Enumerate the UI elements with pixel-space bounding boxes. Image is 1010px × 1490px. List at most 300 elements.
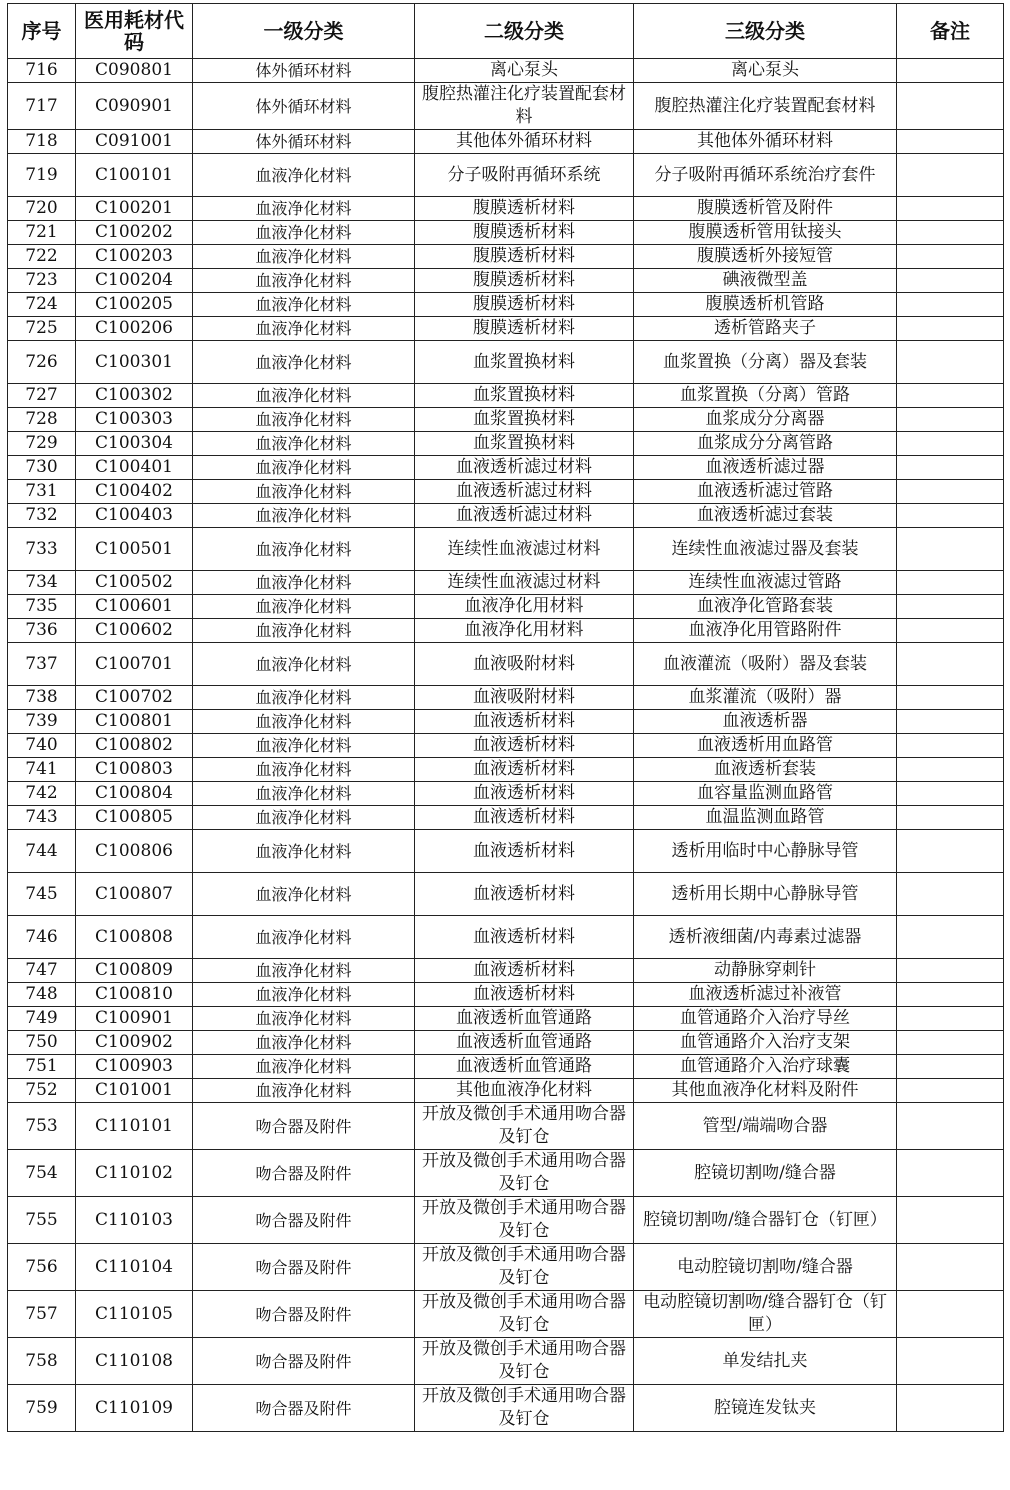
table-row xyxy=(8,686,1004,710)
cell-code: C100205 xyxy=(76,293,193,317)
cell-level2: 血液吸附材料 xyxy=(415,686,634,710)
cell-remarks xyxy=(897,1031,1004,1055)
cell-level2: 开放及微创手术通用吻合器及钉仓 xyxy=(415,1338,634,1385)
cell-level3: 腔镜切割吻/缝合器钉仓（钉匣） xyxy=(634,1197,897,1244)
cell-index: 725 xyxy=(8,317,76,341)
table-row xyxy=(8,595,1004,619)
cell-code: C100601 xyxy=(76,595,193,619)
cell-level3: 血液透析滤过套装 xyxy=(634,504,897,528)
table-row xyxy=(8,1103,1004,1150)
cell-index: 719 xyxy=(8,154,76,197)
cell-code: C100203 xyxy=(76,245,193,269)
cell-code: C100304 xyxy=(76,432,193,456)
cell-code: C100502 xyxy=(76,571,193,595)
cell-level3: 血液透析用血路管 xyxy=(634,734,897,758)
cell-code: C100202 xyxy=(76,221,193,245)
cell-index: 752 xyxy=(8,1079,76,1103)
cell-index: 720 xyxy=(8,197,76,221)
cell-level1: 吻合器及附件 xyxy=(193,1291,415,1338)
cell-index: 754 xyxy=(8,1150,76,1197)
cell-level1: 血液净化材料 xyxy=(193,959,415,983)
cell-level1: 血液净化材料 xyxy=(193,782,415,806)
cell-index: 759 xyxy=(8,1385,76,1432)
cell-level1: 吻合器及附件 xyxy=(193,1338,415,1385)
cell-level1: 血液净化材料 xyxy=(193,154,415,197)
cell-level2: 血液净化用材料 xyxy=(415,619,634,643)
cell-code: C090801 xyxy=(76,59,193,83)
cell-level1: 血液净化材料 xyxy=(193,758,415,782)
cell-level1: 血液净化材料 xyxy=(193,734,415,758)
cell-code: C100401 xyxy=(76,456,193,480)
cell-level3: 连续性血液滤过管路 xyxy=(634,571,897,595)
cell-remarks xyxy=(897,1007,1004,1031)
cell-level1: 血液净化材料 xyxy=(193,806,415,830)
cell-level3: 管型/端端吻合器 xyxy=(634,1103,897,1150)
cell-level3: 腹膜透析管及附件 xyxy=(634,197,897,221)
cell-level3: 其他血液净化材料及附件 xyxy=(634,1079,897,1103)
cell-code: C110103 xyxy=(76,1197,193,1244)
cell-level1: 血液净化材料 xyxy=(193,873,415,916)
cell-remarks xyxy=(897,480,1004,504)
table-row xyxy=(8,197,1004,221)
cell-level1: 血液净化材料 xyxy=(193,1079,415,1103)
cell-code: C100302 xyxy=(76,384,193,408)
header-level3: 三级分类 xyxy=(634,4,897,59)
cell-code: C100402 xyxy=(76,480,193,504)
cell-level1: 血液净化材料 xyxy=(193,595,415,619)
cell-level3: 血温监测血路管 xyxy=(634,806,897,830)
cell-level1: 吻合器及附件 xyxy=(193,1150,415,1197)
table-row xyxy=(8,830,1004,873)
cell-level1: 血液净化材料 xyxy=(193,619,415,643)
table-row xyxy=(8,130,1004,154)
cell-index: 749 xyxy=(8,1007,76,1031)
table-row xyxy=(8,456,1004,480)
cell-index: 724 xyxy=(8,293,76,317)
cell-code: C100201 xyxy=(76,197,193,221)
cell-index: 753 xyxy=(8,1103,76,1150)
cell-code: C100501 xyxy=(76,528,193,571)
cell-code: C100808 xyxy=(76,916,193,959)
cell-level1: 吻合器及附件 xyxy=(193,1103,415,1150)
cell-code: C110104 xyxy=(76,1244,193,1291)
cell-level2: 连续性血液滤过材料 xyxy=(415,571,634,595)
table-row xyxy=(8,1079,1004,1103)
cell-level1: 吻合器及附件 xyxy=(193,1244,415,1291)
cell-level3: 血液透析滤过器 xyxy=(634,456,897,480)
cell-level3: 血管通路介入治疗支架 xyxy=(634,1031,897,1055)
cell-remarks xyxy=(897,686,1004,710)
table-row xyxy=(8,1197,1004,1244)
cell-level1: 血液净化材料 xyxy=(193,571,415,595)
cell-remarks xyxy=(897,643,1004,686)
cell-level1: 血液净化材料 xyxy=(193,480,415,504)
cell-remarks xyxy=(897,408,1004,432)
cell-remarks xyxy=(897,130,1004,154)
table-row xyxy=(8,83,1004,130)
cell-remarks xyxy=(897,197,1004,221)
cell-remarks xyxy=(897,595,1004,619)
cell-index: 748 xyxy=(8,983,76,1007)
cell-remarks xyxy=(897,710,1004,734)
cell-code: C100801 xyxy=(76,710,193,734)
table-row xyxy=(8,734,1004,758)
cell-code: C100204 xyxy=(76,269,193,293)
cell-index: 726 xyxy=(8,341,76,384)
table-row xyxy=(8,154,1004,197)
cell-level3: 血管通路介入治疗球囊 xyxy=(634,1055,897,1079)
cell-level1: 血液净化材料 xyxy=(193,504,415,528)
cell-level2: 开放及微创手术通用吻合器及钉仓 xyxy=(415,1150,634,1197)
cell-index: 756 xyxy=(8,1244,76,1291)
cell-level3: 透析用临时中心静脉导管 xyxy=(634,830,897,873)
cell-index: 742 xyxy=(8,782,76,806)
cell-index: 740 xyxy=(8,734,76,758)
table-row xyxy=(8,1385,1004,1432)
cell-code: C100702 xyxy=(76,686,193,710)
cell-level3: 血液净化用管路附件 xyxy=(634,619,897,643)
table-row xyxy=(8,341,1004,384)
cell-code: C100902 xyxy=(76,1031,193,1055)
cell-level2: 血液透析血管通路 xyxy=(415,1007,634,1031)
cell-level2: 腹膜透析材料 xyxy=(415,221,634,245)
table-row xyxy=(8,1031,1004,1055)
cell-level3: 单发结扎夹 xyxy=(634,1338,897,1385)
cell-level3: 血容量监测血路管 xyxy=(634,782,897,806)
cell-level3: 电动腔镜切割吻/缝合器钉仓（钉匣） xyxy=(634,1291,897,1338)
cell-index: 758 xyxy=(8,1338,76,1385)
cell-level1: 血液净化材料 xyxy=(193,983,415,1007)
cell-level1: 血液净化材料 xyxy=(193,830,415,873)
cell-code: C100803 xyxy=(76,758,193,782)
cell-index: 736 xyxy=(8,619,76,643)
cell-level3: 腹膜透析外接短管 xyxy=(634,245,897,269)
table-row xyxy=(8,269,1004,293)
cell-index: 741 xyxy=(8,758,76,782)
cell-level3: 其他体外循环材料 xyxy=(634,130,897,154)
cell-level1: 血液净化材料 xyxy=(193,643,415,686)
cell-index: 745 xyxy=(8,873,76,916)
cell-remarks xyxy=(897,504,1004,528)
cell-level1: 血液净化材料 xyxy=(193,221,415,245)
cell-remarks xyxy=(897,873,1004,916)
cell-level1: 血液净化材料 xyxy=(193,384,415,408)
cell-index: 722 xyxy=(8,245,76,269)
cell-level2: 血液透析材料 xyxy=(415,710,634,734)
cell-level2: 腹腔热灌注化疗装置配套材料 xyxy=(415,83,634,130)
cell-level2: 血液透析滤过材料 xyxy=(415,480,634,504)
cell-remarks xyxy=(897,528,1004,571)
cell-level2: 其他体外循环材料 xyxy=(415,130,634,154)
cell-index: 716 xyxy=(8,59,76,83)
cell-code: C110109 xyxy=(76,1385,193,1432)
cell-code: C100602 xyxy=(76,619,193,643)
table-row xyxy=(8,571,1004,595)
table-row xyxy=(8,221,1004,245)
cell-level2: 开放及微创手术通用吻合器及钉仓 xyxy=(415,1197,634,1244)
cell-remarks xyxy=(897,245,1004,269)
cell-index: 728 xyxy=(8,408,76,432)
cell-remarks xyxy=(897,154,1004,197)
cell-level2: 开放及微创手术通用吻合器及钉仓 xyxy=(415,1244,634,1291)
cell-level3: 离心泵头 xyxy=(634,59,897,83)
cell-level3: 血液透析套装 xyxy=(634,758,897,782)
cell-index: 744 xyxy=(8,830,76,873)
cell-level3: 血浆成分分离管路 xyxy=(634,432,897,456)
cell-code: C100301 xyxy=(76,341,193,384)
cell-level2: 开放及微创手术通用吻合器及钉仓 xyxy=(415,1291,634,1338)
cell-index: 732 xyxy=(8,504,76,528)
cell-level1: 血液净化材料 xyxy=(193,1007,415,1031)
cell-level1: 血液净化材料 xyxy=(193,686,415,710)
table-row xyxy=(8,959,1004,983)
cell-level1: 血液净化材料 xyxy=(193,245,415,269)
cell-index: 738 xyxy=(8,686,76,710)
cell-level1: 血液净化材料 xyxy=(193,341,415,384)
cell-level1: 血液净化材料 xyxy=(193,710,415,734)
cell-level1: 血液净化材料 xyxy=(193,1031,415,1055)
cell-level2: 腹膜透析材料 xyxy=(415,293,634,317)
cell-code: C100901 xyxy=(76,1007,193,1031)
cell-level3: 腹膜透析机管路 xyxy=(634,293,897,317)
cell-level3: 腔镜连发钛夹 xyxy=(634,1385,897,1432)
table-row xyxy=(8,1338,1004,1385)
cell-index: 723 xyxy=(8,269,76,293)
cell-level1: 血液净化材料 xyxy=(193,293,415,317)
cell-remarks xyxy=(897,269,1004,293)
table-header-row xyxy=(8,4,1004,59)
cell-level3: 血浆置换（分离）器及套装 xyxy=(634,341,897,384)
table-row xyxy=(8,873,1004,916)
cell-index: 747 xyxy=(8,959,76,983)
cell-remarks xyxy=(897,1055,1004,1079)
cell-level2: 血浆置换材料 xyxy=(415,408,634,432)
cell-level1: 吻合器及附件 xyxy=(193,1385,415,1432)
cell-level2: 血液透析材料 xyxy=(415,830,634,873)
cell-remarks xyxy=(897,734,1004,758)
cell-level2: 开放及微创手术通用吻合器及钉仓 xyxy=(415,1103,634,1150)
cell-level1: 体外循环材料 xyxy=(193,130,415,154)
cell-level2: 血液透析滤过材料 xyxy=(415,504,634,528)
cell-remarks xyxy=(897,1291,1004,1338)
cell-level3: 分子吸附再循环系统治疗套件 xyxy=(634,154,897,197)
cell-level3: 电动腔镜切割吻/缝合器 xyxy=(634,1244,897,1291)
cell-remarks xyxy=(897,959,1004,983)
table-row xyxy=(8,710,1004,734)
cell-code: C100806 xyxy=(76,830,193,873)
cell-remarks xyxy=(897,571,1004,595)
table-row xyxy=(8,432,1004,456)
cell-level2: 血液透析材料 xyxy=(415,983,634,1007)
cell-index: 731 xyxy=(8,480,76,504)
cell-level2: 血液吸附材料 xyxy=(415,643,634,686)
cell-index: 721 xyxy=(8,221,76,245)
cell-level1: 体外循环材料 xyxy=(193,83,415,130)
cell-level2: 腹膜透析材料 xyxy=(415,197,634,221)
table-row xyxy=(8,782,1004,806)
table-row xyxy=(8,528,1004,571)
cell-code: C091001 xyxy=(76,130,193,154)
cell-remarks xyxy=(897,1079,1004,1103)
cell-code: C100804 xyxy=(76,782,193,806)
cell-index: 735 xyxy=(8,595,76,619)
cell-level2: 开放及微创手术通用吻合器及钉仓 xyxy=(415,1385,634,1432)
cell-remarks xyxy=(897,782,1004,806)
cell-remarks xyxy=(897,293,1004,317)
cell-code: C100403 xyxy=(76,504,193,528)
table-row xyxy=(8,317,1004,341)
cell-level3: 透析液细菌/内毒素过滤器 xyxy=(634,916,897,959)
cell-code: C100303 xyxy=(76,408,193,432)
table-row xyxy=(8,1055,1004,1079)
cell-level2: 分子吸附再循环系统 xyxy=(415,154,634,197)
cell-code: C100810 xyxy=(76,983,193,1007)
table-row xyxy=(8,916,1004,959)
header-remarks: 备注 xyxy=(897,4,1004,59)
cell-index: 717 xyxy=(8,83,76,130)
cell-remarks xyxy=(897,1150,1004,1197)
cell-level3: 血浆成分分离器 xyxy=(634,408,897,432)
header-level2: 二级分类 xyxy=(415,4,634,59)
cell-code: C100802 xyxy=(76,734,193,758)
cell-level3: 血液透析滤过补液管 xyxy=(634,983,897,1007)
cell-code: C101001 xyxy=(76,1079,193,1103)
cell-level2: 血液净化用材料 xyxy=(415,595,634,619)
table-row xyxy=(8,983,1004,1007)
cell-index: 737 xyxy=(8,643,76,686)
cell-remarks xyxy=(897,384,1004,408)
cell-level2: 血液透析血管通路 xyxy=(415,1031,634,1055)
table-row xyxy=(8,619,1004,643)
cell-level2: 血液透析血管通路 xyxy=(415,1055,634,1079)
cell-level1: 血液净化材料 xyxy=(193,317,415,341)
cell-code: C100206 xyxy=(76,317,193,341)
cell-index: 718 xyxy=(8,130,76,154)
cell-level2: 其他血液净化材料 xyxy=(415,1079,634,1103)
table-row xyxy=(8,1291,1004,1338)
cell-code: C100701 xyxy=(76,643,193,686)
cell-level3: 血浆灌流（吸附）器 xyxy=(634,686,897,710)
cell-code: C100809 xyxy=(76,959,193,983)
table-row xyxy=(8,1244,1004,1291)
cell-level2: 血液透析滤过材料 xyxy=(415,456,634,480)
cell-level2: 血液透析材料 xyxy=(415,916,634,959)
cell-level1: 血液净化材料 xyxy=(193,408,415,432)
cell-level2: 连续性血液滤过材料 xyxy=(415,528,634,571)
consumables-classification-table xyxy=(7,3,1004,1432)
header-level1: 一级分类 xyxy=(193,4,415,59)
cell-level3: 连续性血液滤过器及套装 xyxy=(634,528,897,571)
cell-index: 730 xyxy=(8,456,76,480)
cell-remarks xyxy=(897,456,1004,480)
table-body xyxy=(8,59,1004,1432)
cell-remarks xyxy=(897,221,1004,245)
cell-level2: 腹膜透析材料 xyxy=(415,317,634,341)
cell-level1: 血液净化材料 xyxy=(193,197,415,221)
cell-level3: 血液净化管路套装 xyxy=(634,595,897,619)
cell-level1: 血液净化材料 xyxy=(193,1055,415,1079)
cell-remarks xyxy=(897,1338,1004,1385)
cell-level2: 腹膜透析材料 xyxy=(415,245,634,269)
cell-level2: 腹膜透析材料 xyxy=(415,269,634,293)
cell-remarks xyxy=(897,619,1004,643)
cell-remarks xyxy=(897,758,1004,782)
cell-remarks xyxy=(897,1385,1004,1432)
cell-index: 757 xyxy=(8,1291,76,1338)
table-row xyxy=(8,59,1004,83)
cell-index: 734 xyxy=(8,571,76,595)
cell-level2: 血浆置换材料 xyxy=(415,384,634,408)
cell-remarks xyxy=(897,341,1004,384)
cell-level3: 血液灌流（吸附）器及套装 xyxy=(634,643,897,686)
cell-index: 755 xyxy=(8,1197,76,1244)
table-row xyxy=(8,1150,1004,1197)
cell-level2: 离心泵头 xyxy=(415,59,634,83)
table-row xyxy=(8,643,1004,686)
cell-index: 727 xyxy=(8,384,76,408)
cell-level1: 血液净化材料 xyxy=(193,432,415,456)
header-code: 医用耗材代码 xyxy=(76,4,193,59)
cell-level1: 血液净化材料 xyxy=(193,269,415,293)
cell-level3: 腔镜切割吻/缝合器 xyxy=(634,1150,897,1197)
cell-level2: 血浆置换材料 xyxy=(415,341,634,384)
cell-index: 751 xyxy=(8,1055,76,1079)
table-row xyxy=(8,758,1004,782)
cell-code: C090901 xyxy=(76,83,193,130)
cell-level3: 透析管路夹子 xyxy=(634,317,897,341)
cell-level3: 腹膜透析管用钛接头 xyxy=(634,221,897,245)
cell-level2: 血液透析材料 xyxy=(415,734,634,758)
cell-remarks xyxy=(897,317,1004,341)
cell-code: C100805 xyxy=(76,806,193,830)
cell-remarks xyxy=(897,806,1004,830)
cell-level2: 血液透析材料 xyxy=(415,806,634,830)
cell-index: 750 xyxy=(8,1031,76,1055)
cell-remarks xyxy=(897,432,1004,456)
cell-level3: 透析用长期中心静脉导管 xyxy=(634,873,897,916)
cell-remarks xyxy=(897,1103,1004,1150)
table-row xyxy=(8,408,1004,432)
cell-index: 729 xyxy=(8,432,76,456)
cell-level3: 碘液微型盖 xyxy=(634,269,897,293)
cell-index: 743 xyxy=(8,806,76,830)
cell-remarks xyxy=(897,1244,1004,1291)
cell-code: C100807 xyxy=(76,873,193,916)
cell-remarks xyxy=(897,83,1004,130)
cell-remarks xyxy=(897,983,1004,1007)
table-row xyxy=(8,504,1004,528)
cell-level2: 血液透析材料 xyxy=(415,782,634,806)
cell-code: C100903 xyxy=(76,1055,193,1079)
table-row xyxy=(8,480,1004,504)
cell-level2: 血液透析材料 xyxy=(415,758,634,782)
cell-level1: 血液净化材料 xyxy=(193,456,415,480)
cell-remarks xyxy=(897,916,1004,959)
cell-level2: 血液透析材料 xyxy=(415,959,634,983)
cell-remarks xyxy=(897,59,1004,83)
table-row xyxy=(8,245,1004,269)
header-index: 序号 xyxy=(8,4,76,59)
cell-code: C100101 xyxy=(76,154,193,197)
cell-index: 746 xyxy=(8,916,76,959)
table-row xyxy=(8,293,1004,317)
cell-index: 739 xyxy=(8,710,76,734)
cell-level1: 体外循环材料 xyxy=(193,59,415,83)
cell-level3: 血管通路介入治疗导丝 xyxy=(634,1007,897,1031)
cell-remarks xyxy=(897,1197,1004,1244)
cell-level3: 血浆置换（分离）管路 xyxy=(634,384,897,408)
cell-level3: 血液透析器 xyxy=(634,710,897,734)
